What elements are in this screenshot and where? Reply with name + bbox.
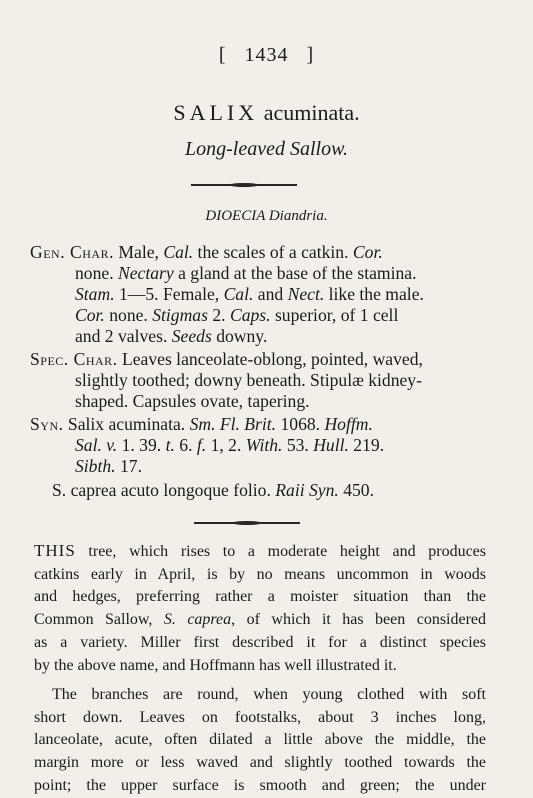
page-number-header [0,44,533,67]
text-run: Leaves lanceolate-oblong, pointed, waved, [121,349,423,369]
ornamental-rule [191,184,297,186]
gen-char-label: Gen. Char. [30,242,114,262]
text-run: Cor. [75,305,105,325]
text-run: Sal. v. [75,435,118,455]
text-run: none. [75,263,118,283]
description-paragraph-2 [34,684,486,798]
raii-synonym [52,480,522,501]
text-run: S. caprea, [163,611,236,629]
text-run: 2. [207,305,230,325]
text-run: Hull. [313,435,349,455]
text-run: Stigmas [152,305,208,325]
text-run: and [253,284,288,304]
text-run: 1, 2. [206,435,246,455]
text-run: Male, [118,242,164,262]
text-run: Seeds [171,326,212,346]
text-run: a gland at the base of the stamina. [173,263,417,283]
text-run: Salix acuminata. [67,414,190,434]
text-run: of which it has been considered [235,611,487,629]
text-run: slightly toothed; downy beneath. Stipulæ kidney- [75,370,422,390]
text-run: margin more or less waved and slightly toothed towards the [34,754,486,772]
text-run: shaped. Capsules ovate, tapering. [75,391,310,411]
text-run: Stam. [75,284,115,304]
text-run: Sm. Fl. Brit. [189,414,277,434]
text-run: With. [245,435,283,455]
text-run: Cor. [352,242,383,262]
text-run: 6. [174,435,197,455]
text-run: downy. [211,326,268,346]
text-run: Nectary [118,263,174,283]
text-run: like the male. [324,284,424,304]
text-run: point; the upper surface is smooth and green; the under [34,776,486,794]
text-run: the scales of a catkin. [193,242,353,262]
text-run: superior, of 1 cell [270,305,399,325]
specific-character [30,349,500,412]
text-run: Hoffm. [324,414,373,434]
text-run: and 2 valves. [75,326,172,346]
text-run: lanceolate, acute, often dilated a little above the middle, the [34,731,486,749]
text-run: t. [165,435,175,455]
species-name: acuminata. [263,100,360,125]
text-run: and hedges, preferring rather a moister situation than the [34,588,486,606]
ornamental-rule [194,522,300,524]
text-run: 53. [282,435,314,455]
generic-character [30,242,500,347]
text-run: Nect. [287,284,325,304]
text-run: short down. Leaves on footstalks, about 3 inches long, [34,708,486,726]
text-run: none. [104,305,153,325]
text-run: 17. [115,456,142,476]
description-paragraph-1 [34,540,486,677]
syn-label: Syn. [30,414,64,434]
text-run: Caps. [229,305,271,325]
text-run: 219. [348,435,385,455]
common-name: Long-leaved Sallow. [185,138,348,160]
spec-char-label: Spec. Char. [30,349,118,369]
text-run: 1—5. Female, [114,284,224,304]
text-run: S. caprea acuto longoque folio. [52,480,276,500]
bracket-close: ] [306,44,315,66]
bracket-open: [ [218,44,227,66]
text-run: by the above name, and Hoffmann has well illustrated it. [34,656,397,674]
text-run: 1. 39. [117,435,166,455]
text-run: The branches are round, when young clothed with soft [52,686,486,703]
species-title [0,100,533,126]
text-run: catkins early in April, is by no means uncommon in woods [34,565,486,583]
classification: DIOECIA Diandria. [205,208,328,224]
text-run: Raii Syn. [275,480,339,500]
genus-name: SALIX [173,100,259,125]
text-run: 450. [338,480,374,500]
text-run: Sibth. [75,456,116,476]
text-run: as a variety. Miller first described it for a distinct species [34,633,486,651]
text-run: Common Sallow, [34,611,164,629]
text-run: tree, which rises to a moderate height and produces [75,543,486,560]
synonymy [30,414,500,477]
text-run: 1068. [276,414,325,434]
text-run: f. [196,435,207,455]
text-run: Cal. [223,284,254,304]
drop-cap-word: THIS [34,541,76,560]
text-run: Cal. [163,242,194,262]
page-number: 1434 [244,44,289,66]
